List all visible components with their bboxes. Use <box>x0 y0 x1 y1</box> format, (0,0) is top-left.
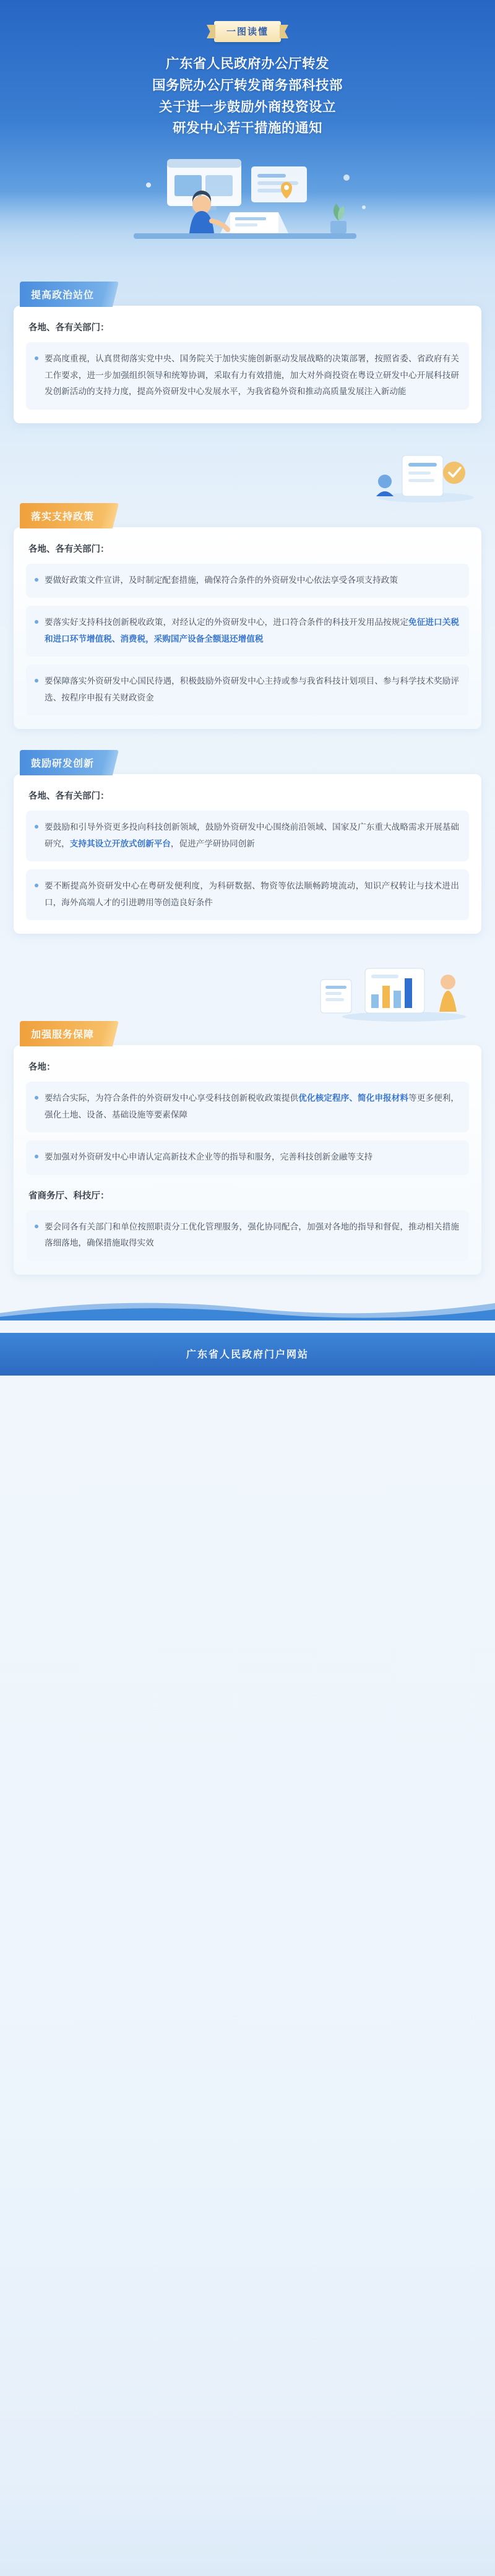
section-4-title: 加强服务保障 <box>20 1021 110 1046</box>
list-item <box>26 606 469 657</box>
section-5-list <box>26 1210 469 1261</box>
section-3 <box>0 750 495 934</box>
section-4 <box>0 955 495 1275</box>
section-1-card <box>14 306 481 423</box>
section-3-item-2-text: 要不断提高外资研发中心在粤研发便利度，为科研数据、物资等依法顺畅跨境流动，知识产权转让与技术进出口，海外高端人才的引进聘用等创造良好条件 <box>45 881 459 907</box>
section-1-list <box>26 342 469 410</box>
list-item <box>26 1140 469 1175</box>
section-4-addressee: 各地： <box>28 1062 56 1073</box>
section-2-title: 落实支持政策 <box>20 503 110 528</box>
section-4-item-1-text: 要结合实际，为符合条件的外资研发中心享受科技创新税收政策提供 <box>45 1093 299 1103</box>
list-item <box>26 342 469 410</box>
page-title-line-4: 研发中心若干措施的通知 <box>172 121 322 136</box>
section-2-item-3-text: 要保障落实外资研发中心国民待遇，积极鼓励外资研发中心主持或参与我省科技计划项目、参与科学技术奖励评选、按程序申报有关财政资金 <box>45 676 459 702</box>
list-item <box>26 1082 469 1132</box>
section-4-illustration <box>14 955 481 1026</box>
section-3-item-1-highlight: 支持其设立开放式创新平台 <box>69 838 171 848</box>
section-2-item-2-highlight: 免征进口关税和进口环节增值税、消费税，采购国产设备全额退还增值税 <box>45 618 460 644</box>
header-badge: 一图读懂 <box>214 21 281 42</box>
page-footer <box>0 1333 495 1376</box>
section-3-card <box>14 774 481 934</box>
list-item <box>26 564 469 598</box>
section-5-addressee: 省商务厅、科技厅： <box>28 1191 110 1201</box>
page-title <box>25 53 470 139</box>
hero-illustration-svg <box>74 148 421 259</box>
list-item <box>26 665 469 715</box>
footer-wave <box>0 1296 495 1320</box>
section-1 <box>0 282 495 423</box>
section-2 <box>0 444 495 730</box>
section-2-list <box>26 564 469 716</box>
section-5-item-1-text: 要会同各有关部门和单位按照职责分工优化管理服务，强化协同配合，加强对各地的指导和督促，推动相关措施落细落地，确保措施取得实效 <box>45 1221 459 1248</box>
list-item <box>26 869 469 920</box>
list-item <box>26 811 469 861</box>
section-1-addressee: 各地、各有关部门： <box>28 323 110 334</box>
section-4-item-2-text: 要加强对外资研发中心申请认定高新技术企业等的指导和服务，完善科技创新金融等支持 <box>45 1152 373 1162</box>
list-item <box>26 1210 469 1261</box>
section-2-card <box>14 527 481 730</box>
section-3-addressee: 各地、各有关部门： <box>28 791 110 802</box>
section-4-item-1-highlight: 优化核定程序、简化申报材料 <box>298 1093 409 1103</box>
section-2-illustration <box>14 444 481 507</box>
section-2-item-2-text: 要落实好支持科技创新税收政策，对经认定的外资研发中心，进口符合条件的科技开发用品按规定 <box>45 618 409 627</box>
section-2-item-1-text: 要做好政策文件宣讲，及时制定配套措施，确保符合条件的外资研发中心依法享受各项支持政策 <box>45 575 398 585</box>
section-3-title: 鼓励研发创新 <box>20 750 110 775</box>
section-2-illustration-svg <box>333 444 481 504</box>
page-title-line-1: 广东省人民政府办公厅转发 <box>165 56 329 71</box>
section-3-item-1-text: 要鼓励和引导外资更多投向科技创新领域，鼓励外资研发中心围绕前沿领域、国家及广东重大战略需求开展基础研究， <box>45 822 459 848</box>
page-title-line-3: 关于进一步鼓励外商投资设立 <box>158 99 336 114</box>
footer-text: 广东省人民政府门户网站 <box>186 1349 309 1360</box>
section-4-card <box>14 1045 481 1275</box>
page-header <box>0 0 495 265</box>
section-3-item-1-text-tail: ，促进产学研协同创新 <box>170 838 255 848</box>
section-4-list <box>26 1082 469 1175</box>
section-3-list <box>26 811 469 920</box>
section-4-item-1-text-tail: 等更多便利，强化土地、设备、基础设施等要素保障 <box>45 1093 460 1119</box>
section-2-addressee: 各地、各有关部门： <box>28 544 110 554</box>
section-1-item-1-text: 要高度重视，认真贯彻落实党中央、国务院关于加快实施创新驱动发展战略的决策部署，按照省委、省政府有关工作要求，进一步加强组织领导和统筹协调，采取有力有效措施，加大对外商投资在粤设立研发中心开展科技研发创新活动的支持力度，提高外资研发中心发展水平，为我省稳外资和推动高质量发展注入新动能 <box>45 354 459 397</box>
hero-illustration <box>0 148 495 259</box>
section-1-title: 提高政治站位 <box>20 282 110 307</box>
section-4-illustration-svg <box>296 955 481 1023</box>
page-title-line-2: 国务院办公厅转发商务部科技部 <box>152 77 343 93</box>
